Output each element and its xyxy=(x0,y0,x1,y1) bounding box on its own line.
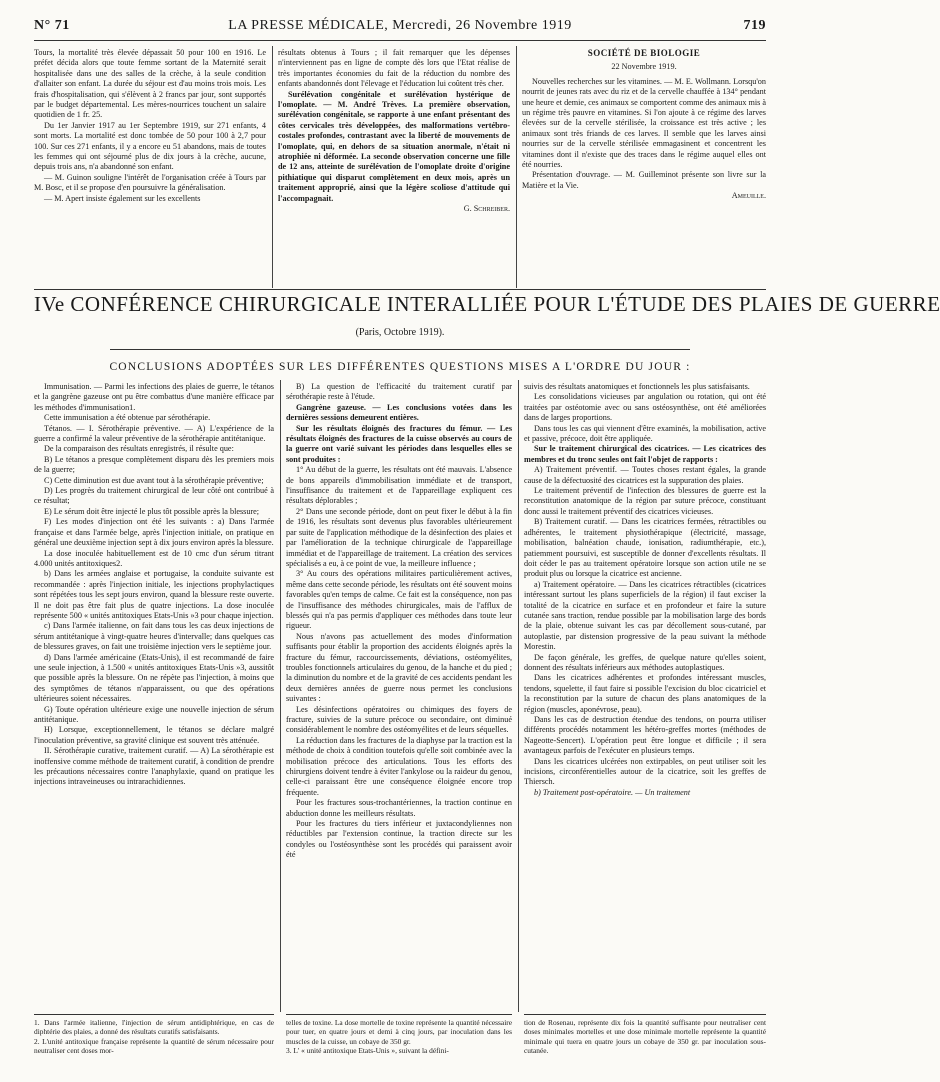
bottom-column-1 xyxy=(34,382,274,1010)
paragraph: Cette immunisation a été obtenue par sérothérapie. xyxy=(44,413,211,423)
paragraph: B) La question de l'efficacité du traitement curatif par sérothérapie reste à l'étude. xyxy=(286,382,512,402)
header-rule xyxy=(34,40,766,41)
signature: Ameuille. xyxy=(731,191,766,201)
paragraph: — M. Guinon souligne l'intérêt de l'organisation créée à Tours par M. Bosc, et il se propose d'en poursuivre la généralisation. xyxy=(34,172,266,193)
society-heading: SOCIÉTÉ DE BIOLOGIE xyxy=(587,48,701,58)
paragraph: 2° Dans une seconde période, dont on peut fixer le début à la fin de 1916, les résultats sont devenus plus favorables ultérieurement par suite de l'application méthodique de la désinfection des plaies et par l'amélioration de la technique chirurgicale de l'appareillage immédiat et de l'appareillage de traitement. La création des services spécialisés a eu, à ce point de vue, la meilleure influence ; xyxy=(286,506,512,568)
paragraph: Sur le traitement chirurgical des cicatrices. — Les cicatrices des membres et du tronc seules ont fait l'objet de rapports : xyxy=(524,444,766,464)
paragraph: b) Traitement post-opératoire. — Un traitement xyxy=(534,787,691,797)
top-column-2 xyxy=(278,48,510,288)
column-divider xyxy=(518,380,519,1012)
paragraph: G) Toute opération ultérieure exige une nouvelle injection de sérum antitétanique. xyxy=(34,704,274,724)
paragraph: La réduction dans les fractures de la diaphyse par la traction est la méthode de choix à condition toutefois qu'elle soit combinée avec la mobilisation précoce des articulations. Tous les efforts des chirurgiens doivent tendre à éviter l'ankylose ou la raideur du genou, celle-ci paraissant être une conséquence éloignée encore trop fréquente. xyxy=(286,735,512,797)
paragraph: Immunisation. — Parmi les infections des plaies de guerre, le tétanos et la gangrène gazeuse ont pu être combattus d'une manière efficace par les méthodes d'immunisation1. xyxy=(34,382,274,412)
paragraph: b) Dans les armées anglaise et portugaise, la conduite suivante est recommandée : après l'injection initiale, les injections prophylactiques sont répétées tous les sept jours environ, quand la blessure reste ouverte. Il ne doit pas être fait plus de quatre injections. La dose inoculée représente 500 « unités antitoxiques Etats-Unis »3 pour chaque injection. xyxy=(34,569,274,620)
section-rule xyxy=(34,289,766,290)
column-divider xyxy=(280,380,281,1012)
paragraph: La dose inoculée habituellement est de 10 cmc d'un sérum titrant 4.000 unités antitoxiques2. xyxy=(34,548,274,568)
paragraph: H) Lorsque, exceptionnellement, le tétanos se déclare malgré l'inoculation préventive, sa gravité clinique est souvent très atténuée. xyxy=(34,725,274,745)
conference-subtitle: (Paris, Octobre 1919). xyxy=(355,327,445,338)
paragraph: De la comparaison des résultats enregistrés, il résulte que: xyxy=(44,444,234,454)
top-column-1 xyxy=(34,48,266,288)
paragraph: 1° Au début de la guerre, les résultats ont été mauvais. L'absence de bons appareils d'immobilisation immédiate et de transport, l'insuffisance du traitement et de l'appareillage expliquent ces résultats déplorables ; xyxy=(286,465,512,506)
paragraph: Du 1er Janvier 1917 au 1er Septembre 1919, sur 271 enfants, 4 sont morts. La mortalité est donc tombée de 50 pour 100 à 2,7 pour 100. Sur ces 271 enfants, il y a encore eu 51 abandons, mais de toutes les femmes qui ont séjourné plus de dix jours à la crèche, aucune, depuis trois ans, n'a abandonné son enfant. xyxy=(34,120,266,172)
footnote: 2. L'unité antitoxique française représente la quantité de sérum nécessaire pour neutraliser cent doses mor- xyxy=(34,1036,274,1056)
paragraph: II. Sérothérapie curative, traitement curatif. — A) La sérothérapie est inoffensive comme méthode de traitement curatif, à condition de prendre les précautions nécessaires contre l'anaphylaxie, quand on pratique les injections intraveineuses ou intrarachidiennes. xyxy=(34,746,274,787)
conclusions-heading: CONCLUSIONS ADOPTÉES SUR LES DIFFÉRENTES QUESTIONS MISES A L'ORDRE DU JOUR : xyxy=(109,361,691,373)
paragraph: C) Cette diminution est due avant tout à la sérothérapie préventive; xyxy=(44,475,264,485)
footnotes-column-2 xyxy=(286,1018,512,1056)
short-rule xyxy=(110,349,690,350)
paragraph: a) Traitement opératoire. — Dans les cicatrices rétractibles (cicatrices intéressant surtout les plans superficiels de la région) il faut exciser la totalité de la cicatrice en surface et en profondeur et faire la suture cutanée sans traction, rendue possible par la mobilisation large des bords de la plaie, obtenue suivant les cas par décollement sous-cutané, par autoplastie, par distension progressive de la peau suivant la méthode Morestin. xyxy=(524,579,766,652)
paragraph: A) Traitement préventif. — Toutes choses restant égales, la grande cause de la défectuosité des cicatrices est la suppuration des plaies. xyxy=(524,465,766,485)
paragraph: Pour les fractures du tiers inférieur et juxtacondyliennes non réductibles par l'extension continue, la traction directe sur les condyles ou l'ostéosynthèse sont les procédés qui paraissent avoir été xyxy=(286,819,512,860)
paragraph: F) Les modes d'injection ont été les suivants : a) Dans l'armée française et dans l'armée belge, après l'injection initiale, on pratique en général une deuxième injection sept à dix jours environ après la blessure. xyxy=(34,517,274,548)
footnotes-column-3 xyxy=(524,1018,766,1056)
paragraph: De façon générale, les greffes, de quelque nature qu'elles soient, donnent des résultats inférieurs aux méthodes autoplastiques. xyxy=(524,652,766,672)
paragraph: c) Dans l'armée italienne, on fait dans tous les cas deux injections de sérum antitétanique à vingt-quatre heures d'intervalle; dans quelques cas de blessures graves, on fait une troisième injection vers le septième jour. xyxy=(34,621,274,652)
footnote-rule xyxy=(524,1014,766,1015)
footnote: tion de Rosenau, représente dix fois la quantité suffisante pour neutraliser cent doses minimales mortelles et une dose minimale mortelle représente la quantité minimale qui tuera en quatre jours un cobaye de 350 gr. par inoculation sous-cutanée. xyxy=(524,1018,766,1056)
paragraph: E) Le sérum doit être injecté le plus tôt possible après la blessure; xyxy=(44,506,260,516)
paragraph: B) Le tétanos a presque complètement disparu dès les premiers mois de la guerre; xyxy=(34,454,274,475)
paragraph: Tétanos. — I. Sérothérapie préventive. — A) L'expérience de la guerre a confirmé la valeur préventive de la sérothérapie antitétanique. xyxy=(34,423,274,444)
paragraph: Pour les fractures sous-trochantériennes, la traction continue en abduction donne les meilleurs résultats. xyxy=(286,798,512,818)
bottom-column-3 xyxy=(524,382,766,1010)
issue-number: N° 71 xyxy=(34,18,70,33)
paragraph: Présentation d'ouvrage. — M. Guilleminot présente son livre sur la Matière et la Vie. xyxy=(522,170,766,190)
paragraph: Dans les cicatrices ulcérées non extirpables, on peut utiliser soit les incisions, circonférentielles autour de la cicatrice, soit les greffes de Thiersch. xyxy=(524,756,766,787)
paragraph: Dans les cas de destruction étendue des tendons, on pourra utiliser différents procédés notamment les hétéro-greffes mortes (méthodes de Nageotte-Sencert). L'opération peut être longue et difficile ; il sera avantageux parfois de l'exécuter en plusieurs temps. xyxy=(524,715,766,756)
paragraph: 3° Au cours des opérations militaires particulièrement actives, même dans cette seconde période, les résultats ont été souvent moins favorables qu'en temps de calme. Ce fait est la conséquence, non pas de l'insuffisance des méthodes chirurgicales, mais de l'afflux de blessés qui n'a pas permis d'appliquer ces méthodes dans toute leur rigueur. xyxy=(286,569,512,631)
footnote: 1. Dans l'armée italienne, l'injection de sérum antidiphtérique, en cas de diphtérie des plaies, a donné des résultats curatifs satisfaisants. xyxy=(34,1018,274,1037)
paragraph: D) Les progrès du traitement chirurgical de leur côté ont contribué à ce résultat; xyxy=(34,486,274,506)
footnotes-column-1 xyxy=(34,1018,274,1056)
paragraph: B) Traitement curatif. — Dans les cicatrices fermées, rétractibles ou adhérentes, le traitement physiothérapique (électricité, massage, mobilisation, balnéation chaude, ionisation, radiumthérapie, etc.), patiemment poursuivi, est susceptible de donner d'excellents résultats. Il doit céder le pas au traitement opératoire lorsque son action utile ne se produit plus ou lorsque la cicatrice est ancienne. xyxy=(524,517,766,579)
paragraph: Surélévation congénitale et surélévation hystérique de l'omoplate. — M. André Trèves. La première observation, surélévation congénitale, se rapporte à une enfant présentant des côtes cervicales très développées, des malformations vertébro-costales profondes, contrastant avec la liberté de mouvements de l'omoplate, qui, en dehors de sa situation anormale, n'était ni atrophiée ni déformée. La seconde observation concerne une fille de 12 ans, atteinte de surélévation de l'omoplate droite d'origine pithiatique qui disparut complètement en deux mois, après un traitement approprié, ainsi que la légère scoliose d'attitude qui l'accompagnait. xyxy=(278,89,510,203)
footnote: 3. L' « unité antitoxique Etats-Unis », suivant la défini- xyxy=(286,1046,449,1056)
paragraph: Les consolidations vicieuses par angulation ou rotation, qui ont été traitées par ostéotomie avec ou sans ostéosynthèse, ont été améliorées dans de larges proportions. xyxy=(524,392,766,423)
footnote-rule xyxy=(34,1014,274,1015)
footnote-rule xyxy=(286,1014,512,1015)
top-column-3 xyxy=(522,48,766,288)
footnote: telles de toxine. La dose mortelle de toxine représente la quantité nécessaire pour tuer, en quatre jours et demi à cinq jours, par inoculation dans les muscles de la cuisse, un cobaye de 350 gr. xyxy=(286,1018,512,1046)
signature: G. Schreiber. xyxy=(463,204,510,214)
column-divider xyxy=(272,46,273,288)
paragraph: d) Dans l'armée américaine (Etats-Unis), il est recommandé de faire une seule injection, à 1.500 « unités antitoxiques Etats-Unis »3, aussitôt que possible après la blessure. On ne répète pas l'injection, à moins que des symptômes de tétanos n'apparaissent, ou que des opérations ultérieures soient nécessaires. xyxy=(34,652,274,704)
paragraph: Sur les résultats éloignés des fractures du fémur. — Les résultats éloignés des fractures de la cuisse observés au cours de la guerre ont varié suivant les périodes dans lesquelles elles se sont produites : xyxy=(286,423,512,464)
paragraph: résultats obtenus à Tours ; il fait remarquer que les dépenses n'interviennent pas en ligne de compte dès lors que l'Etat réalise de très importantes économies du fait de la réduction du nombre des enfants abandonnés dont l'élevage et l'éducation lui coûtent très cher. xyxy=(278,48,510,89)
paragraph: Gangrène gazeuse. — Les conclusions votées dans les dernières sessions demeurent entières. xyxy=(286,402,512,423)
session-date: 22 Novembre 1919. xyxy=(611,62,677,72)
paragraph: Nouvelles recherches sur les vitamines. — M. E. Wollmann. Lorsqu'on nourrit de jeunes rats avec du riz et de la cervelle chauffée à 134° pendant une heure et demie, ces animaux se comportent comme des animaux mis à un régime très pauvre en vitamines. Si l'on ajoute à ce régime des larves élevées sur de la cervelle stérilisée, la croissance est très active ; les animaux sont très friands de ces larves. Il semble que les larves ainsi nourries sur de la cervelle stérilisée emmagasinent et concentrent les vitamines dont il n'existe que des traces dans le régime auquel elles ont été nourries. xyxy=(522,76,766,170)
paragraph: Les désinfections opératoires ou chimiques des foyers de fracture, suivies de la suture précoce ou secondaire, ont diminué considérablement le nombre des ostéomyélites et de leurs séquelles. xyxy=(286,704,512,735)
paragraph: Dans tous les cas qui viennent d'être examinés, la mobilisation, active et passive, précoce, doit être appliquée. xyxy=(524,423,766,444)
conference-title: IVe CONFÉRENCE CHIRURGICALE INTERALLIÉE POUR L'ÉTUDE DES PLAIES DE GUERRE xyxy=(34,292,940,316)
running-header xyxy=(34,18,766,36)
paragraph: — M. Apert insiste également sur les excellents xyxy=(44,193,201,203)
paragraph: Tours, la mortalité très élevée dépassait 50 pour 100 en 1916. Le préfet décida alors que toute femme sortant de la Maternité serait hospitalisée dans une des salles de la crèche, à la seule condition d'allaiter son enfant. La durée du séjour est d'au moins trois mois. Les frais d'hospitalisation, qui s'élèvent à 2 francs par jour, sont supportés par le budget départemental. Les mères-nourrices touchent un salaire quotidien de 1 fr. 25. xyxy=(34,48,266,120)
paragraph: Nous n'avons pas actuellement des modes d'information suffisants pour établir la proportion des accidents éloignés après la fracture du fémur, raccourcissements, déviations, ostéomyélites, troubles fonctionnels articulaires du genou, de la hanche et du pied ; la diminution du nombre et de la gravité de ces accidents pendant les deux dernières années de guerre nous permet les conclusions suivantes : xyxy=(286,631,512,704)
journal-title: LA PRESSE MÉDICALE, Mercredi, 26 Novembre 1919 xyxy=(228,18,572,33)
paragraph: Dans les cicatrices adhérentes et profondes intéressant muscles, tendons, squelette, il faut faire si possible l'excision du bloc cicatriciel et la reconstitution par la suture de chacun des plans anatomiques de la région (muscles, aponévrose, peau). xyxy=(524,673,766,714)
bottom-column-2 xyxy=(286,382,512,1010)
paragraph: Le traitement préventif de l'infection des blessures de guerre est la reconstitution anatomique de la région par suture précoce, constituant donc aussi le traitement préventif des cicatrices vicieuses. xyxy=(524,486,766,516)
paragraph: suivis des résultats anatomiques et fonctionnels les plus satisfaisants. xyxy=(524,382,750,391)
page-number: 719 xyxy=(743,18,766,33)
column-divider xyxy=(516,46,517,288)
